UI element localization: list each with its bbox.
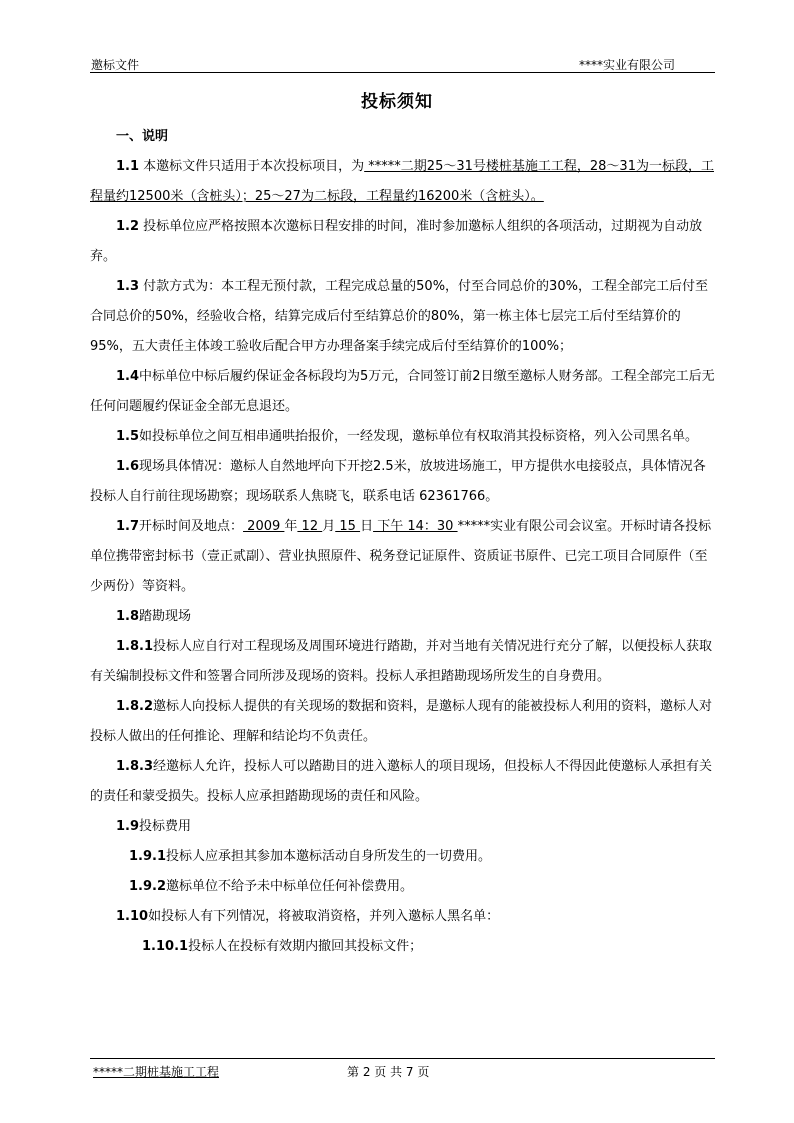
- clause-text: 投标人应承担其参加本邀标活动自身所发生的一切费用。: [166, 849, 492, 864]
- section-heading: 一、说明: [116, 129, 169, 144]
- clause-1-8-2: [90, 692, 718, 752]
- clause-1-8-3: [90, 752, 718, 812]
- clause-1-10-1: [90, 932, 718, 962]
- clause-1-8-1: [90, 632, 718, 692]
- clause-number: 1.4: [116, 369, 140, 384]
- bid-opening-day: 15: [335, 519, 361, 534]
- bid-opening-time: 下午 14：30: [373, 519, 458, 534]
- clause-text: 现场具体情况：邀标人自然地坪向下开挖2.5米，放坡进场施工，甲方提供水电接驳点，具体情况各投标人自行前往现场勘察；现场联系人焦晓飞，联系电话 62361766。: [90, 459, 706, 504]
- clause-text: 付款方式为：本工程无预付款，工程完成总量的50%，付至合同总价的30%，工程全部完工后付至合同总价的50%，经验收合格，结算完成后付至结算总价的80%，第一栋主体七层完工后付至结算价的95%，五大责任主体竣工验收后配合甲方办理备案手续完成后付至结算价的100%；: [90, 279, 708, 354]
- clause-number: 1.8: [116, 609, 140, 624]
- bid-opening-year: 2009: [243, 519, 285, 534]
- year-unit: 年: [284, 519, 298, 534]
- clause-1-9: [90, 812, 718, 842]
- clause-text: 经邀标人允许，投标人可以踏勘目的进入邀标人的项目现场，但投标人不得因此使邀标人承担有关的责任和蒙受损失。投标人应承担踏勘现场的责任和风险。: [90, 759, 713, 804]
- footer-project-name: *****二期桩基施工工程: [93, 1065, 220, 1079]
- page-header: [90, 54, 715, 73]
- clause-number: 1.8.1: [116, 639, 154, 654]
- clause-number: 1.9.2: [129, 879, 167, 894]
- clause-number: 1.2: [116, 219, 140, 234]
- clause-text: 踏勘现场: [139, 609, 192, 624]
- clause-1-7: [90, 512, 718, 602]
- clause-1-1: [90, 152, 718, 212]
- header-left-text: 邀标文件: [91, 58, 140, 72]
- clause-1-8: [90, 602, 718, 632]
- clause-number: 1.9: [116, 819, 140, 834]
- day-unit: 日: [360, 519, 374, 534]
- clause-text: 中标单位中标后履约保证金各标段均为5万元，合同签订前2日缴至邀标人财务部。工程全部完工后无任何问题履约保证金全部无息退还。: [90, 369, 715, 414]
- document-body: [90, 120, 718, 962]
- clause-number: 1.5: [116, 429, 140, 444]
- clause-text: 投标单位应严格按照本次邀标日程安排的时间，准时参加邀标人组织的各项活动，过期视为自动放弃。: [90, 219, 703, 264]
- clause-1-3: [90, 272, 718, 362]
- month-unit: 月: [322, 519, 336, 534]
- clause-text: 邀标单位不给予未中标单位任何补偿费用。: [166, 879, 414, 894]
- clause-text: *****实业有限公司会议室。开标时请各投标单位携带密封标书（壹正贰副）、营业执照原件、税务登记证原件、资质证书原件、已完工项目合同原件（至少两份）等资料。: [90, 519, 712, 594]
- clause-text: 投标人在投标有效期内撤回其投标文件；: [188, 939, 423, 954]
- clause-1-5: [90, 422, 718, 452]
- clause-text: 本邀标文件只适用于本次投标项目，为: [139, 159, 365, 174]
- clause-number: 1.6: [116, 459, 140, 474]
- document-title: 投标须知: [361, 92, 433, 112]
- clause-1-9-2: [90, 872, 718, 902]
- clause-text-underlined: *****二期25～31号楼桩基施工工程，28～31为一标段，工程量约12500米（含桩头）；25～27为二标段，工程量约16200米（含桩头）。: [90, 159, 714, 204]
- clause-number: 1.8.3: [116, 759, 154, 774]
- clause-text: 如投标单位之间互相串通哄抬报价，一经发现，邀标单位有权取消其投标资格，列入公司黑名单。: [139, 429, 699, 444]
- clause-1-10: [90, 902, 718, 932]
- clause-1-4: [90, 362, 718, 422]
- bid-opening-month: 12: [297, 519, 323, 534]
- page-number: 第 2 页 共 7 页: [347, 1065, 430, 1079]
- page-footer: [90, 1058, 715, 1079]
- clause-number: 1.1: [116, 159, 140, 174]
- clause-text: 投标人应自行对工程现场及周围环境进行踏勘，并对当地有关情况进行充分了解，以便投标人获取有关编制投标文件和签署合同所涉及现场的资料。投标人承担踏勘现场所发生的自身费用。: [90, 639, 713, 684]
- header-company-name: ****实业有限公司: [578, 58, 675, 72]
- clause-1-2: [90, 212, 718, 272]
- clause-number: 1.8.2: [116, 699, 154, 714]
- clause-1-6: [90, 452, 718, 512]
- clause-number: 1.10: [116, 909, 149, 924]
- clause-number: 1.9.1: [129, 849, 167, 864]
- clause-number: 1.3: [116, 279, 140, 294]
- clause-1-9-1: [90, 842, 718, 872]
- clause-number: 1.10.1: [142, 939, 189, 954]
- clause-text: 投标费用: [139, 819, 192, 834]
- clause-label: 开标时间及地点：: [139, 519, 244, 534]
- clause-text: 如投标人有下列情况，将被取消资格，并列入邀标人黑名单：: [148, 909, 500, 924]
- clause-number: 1.7: [116, 519, 140, 534]
- clause-text: 邀标人向投标人提供的有关现场的数据和资料，是邀标人现有的能被投标人利用的资料，邀标人对投标人做出的任何推论、理解和结论均不负责任。: [90, 699, 713, 744]
